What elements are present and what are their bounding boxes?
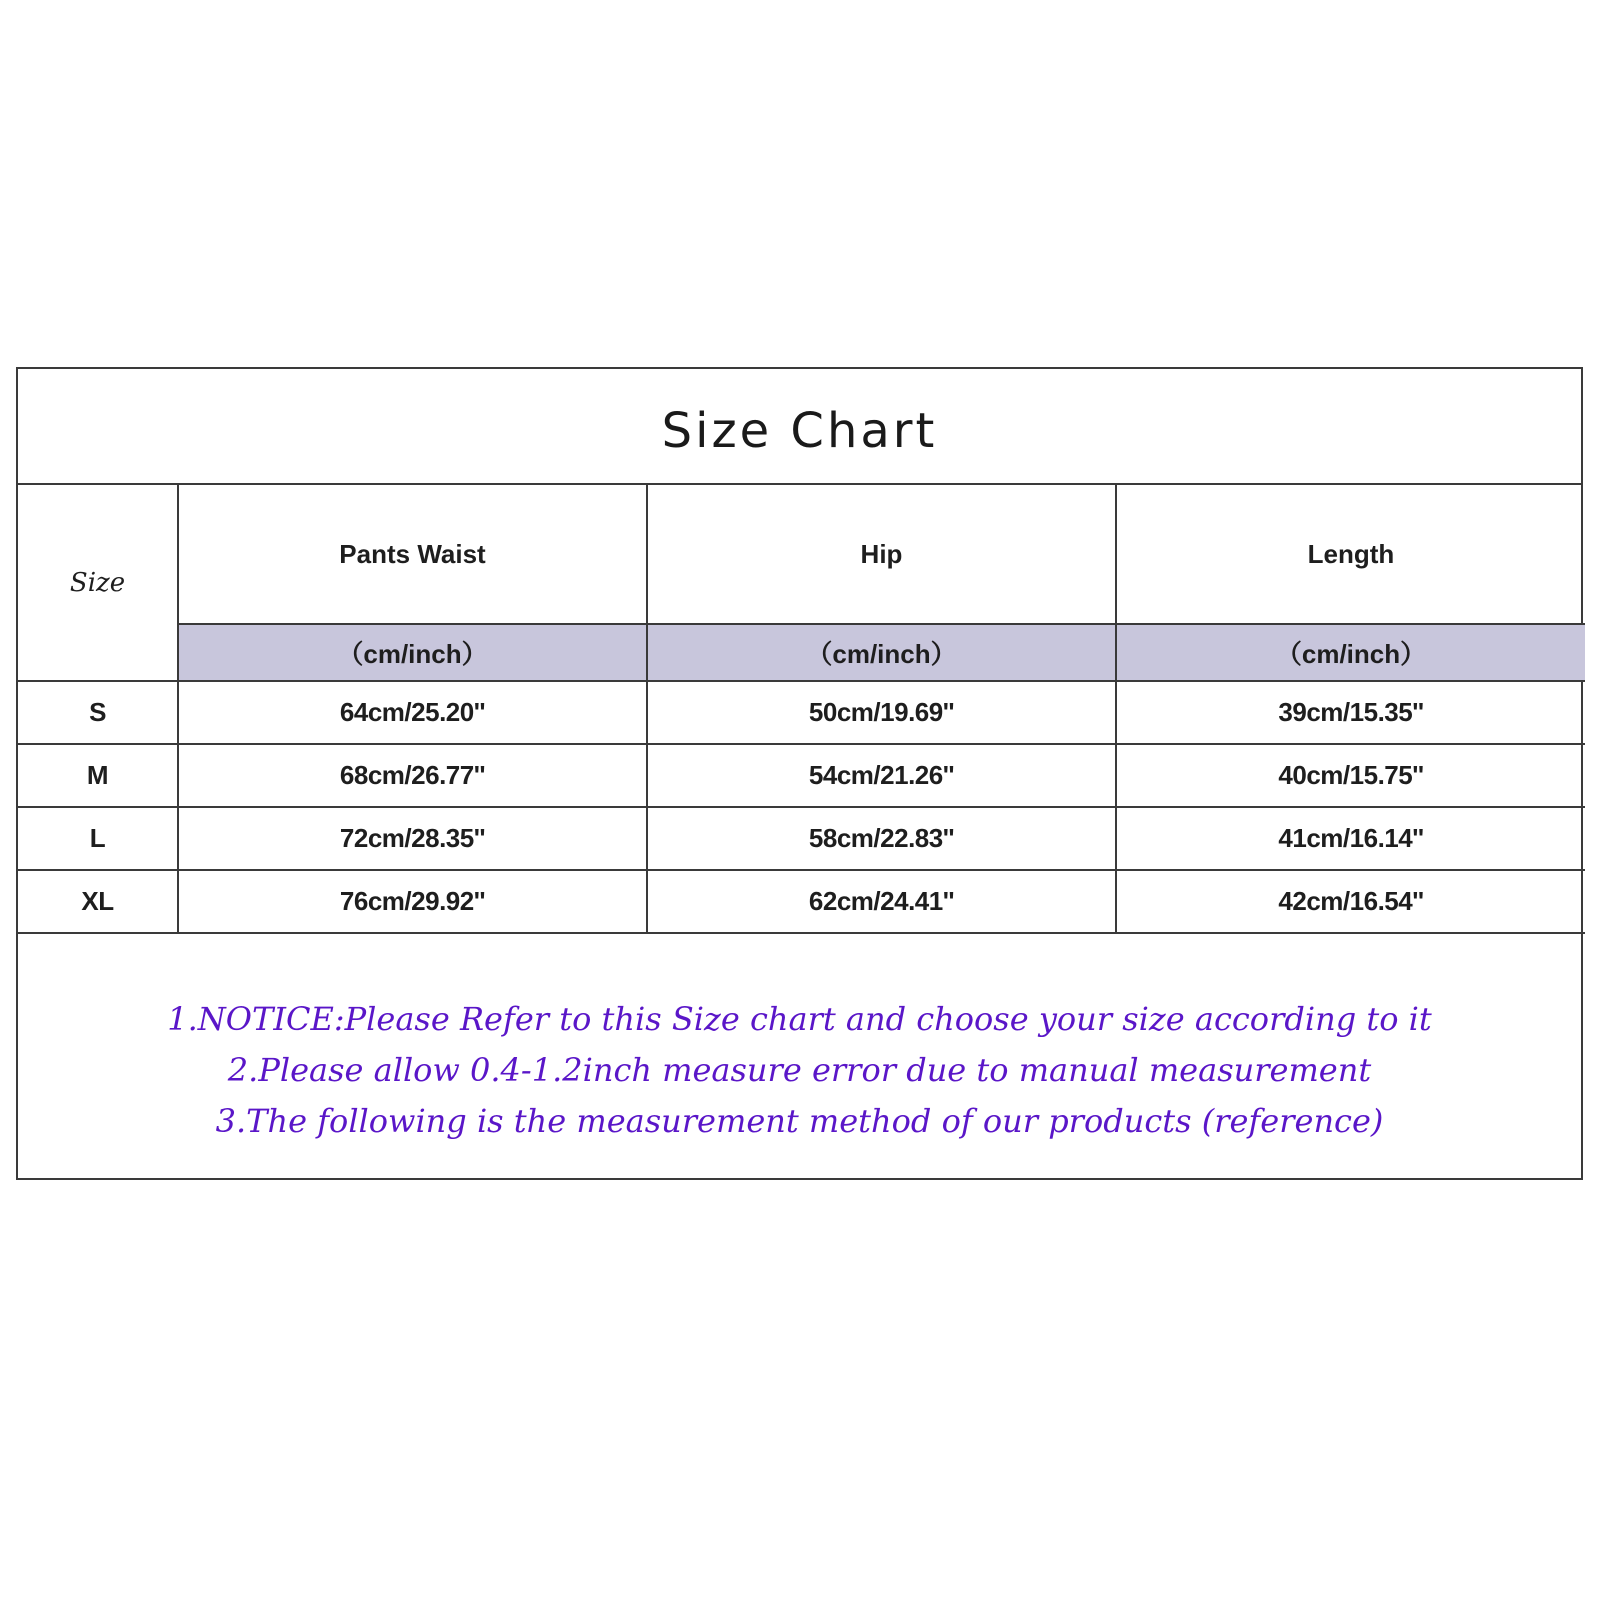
note-line: 1.NOTICE:Please Refer to this Size chart and choose your size according to it — [167, 1000, 1432, 1038]
unit-label: （cm/inch） — [178, 624, 647, 681]
size-label: M — [18, 744, 178, 807]
size-label: XL — [18, 870, 178, 933]
unit-label: （cm/inch） — [647, 624, 1116, 681]
table-cell: 39cm/15.35'' — [1116, 681, 1585, 744]
unit-label: （cm/inch） — [1116, 624, 1585, 681]
table-cell: 76cm/29.92'' — [178, 870, 647, 933]
table-header-row — [18, 485, 1585, 624]
chart-title: Size Chart — [661, 403, 938, 459]
column-header-pants-waist: Pants Waist — [178, 485, 647, 624]
size-column-header: Size — [18, 485, 178, 681]
table-cell: 50cm/19.69'' — [647, 681, 1116, 744]
table-cell: 72cm/28.35'' — [178, 807, 647, 870]
size-label: S — [18, 681, 178, 744]
table-row — [18, 681, 1585, 744]
table-cell: 42cm/16.54'' — [1116, 870, 1585, 933]
table-row — [18, 807, 1585, 870]
column-header-hip: Hip — [647, 485, 1116, 624]
table-cell: 41cm/16.14'' — [1116, 807, 1585, 870]
table-cell: 58cm/22.83'' — [647, 807, 1116, 870]
table-cell: 40cm/15.75'' — [1116, 744, 1585, 807]
notes-section — [18, 942, 1581, 1180]
table-cell: 64cm/25.20'' — [178, 681, 647, 744]
note-line: 3.The following is the measurement method of our products (reference) — [215, 1102, 1384, 1140]
table-cell: 54cm/21.26'' — [647, 744, 1116, 807]
table-cell: 68cm/26.77'' — [178, 744, 647, 807]
size-label: L — [18, 807, 178, 870]
title-bar — [18, 369, 1581, 485]
table-row — [18, 744, 1585, 807]
size-table — [18, 485, 1585, 934]
table-row — [18, 870, 1585, 933]
size-chart-frame — [16, 367, 1583, 1180]
column-header-length: Length — [1116, 485, 1585, 624]
note-line: 2.Please allow 0.4-1.2inch measure error due to manual measurement — [227, 1051, 1372, 1089]
unit-row — [18, 624, 1585, 681]
table-cell: 62cm/24.41'' — [647, 870, 1116, 933]
